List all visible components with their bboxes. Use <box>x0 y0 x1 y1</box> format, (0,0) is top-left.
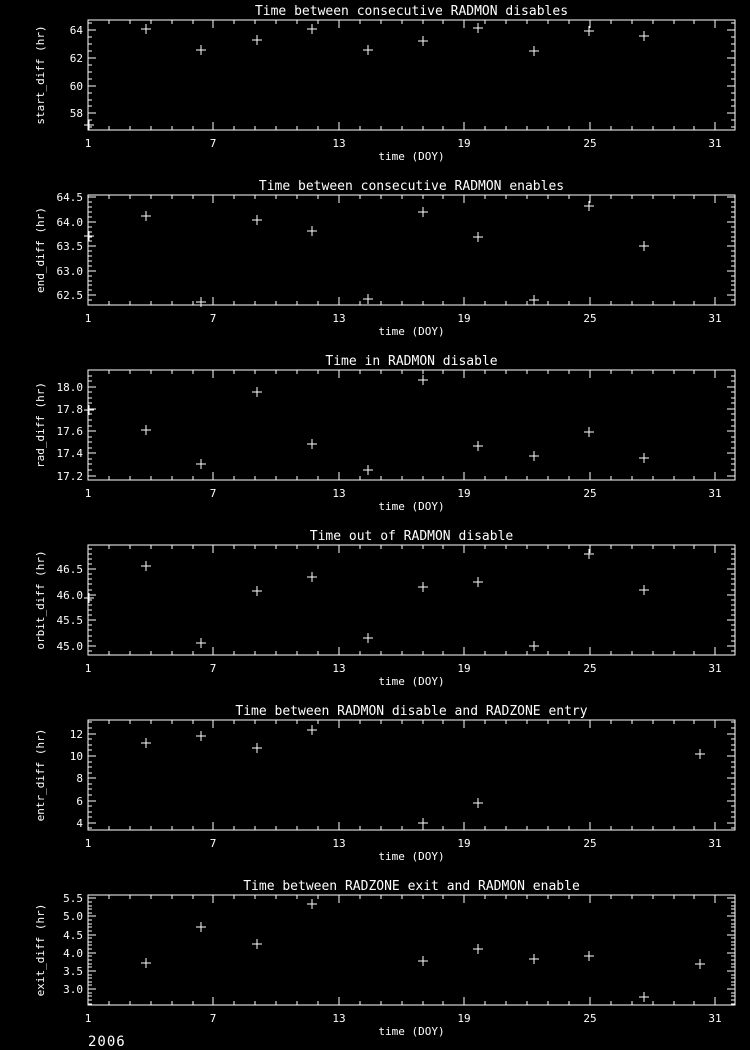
data-point-marker <box>418 375 428 385</box>
plot-canvas-1 <box>0 0 750 175</box>
x-tick-label: 13 <box>332 487 346 500</box>
data-point-marker <box>363 45 373 55</box>
data-point-marker <box>84 405 94 415</box>
x-axis-label: time (DOY) <box>378 675 445 688</box>
y-tick-label: 4 <box>76 817 83 830</box>
plot-panel-3 <box>0 350 750 525</box>
y-tick-label: 17.2 <box>56 470 83 483</box>
y-tick-label: 8 <box>76 772 83 785</box>
y-tick-label: 46.5 <box>56 563 83 576</box>
data-point-marker <box>639 453 649 463</box>
data-point-marker <box>529 451 539 461</box>
data-point-marker <box>473 23 483 33</box>
data-point-marker <box>363 633 373 643</box>
x-tick-label: 7 <box>209 837 217 850</box>
plot-frame <box>88 720 735 830</box>
x-tick-label: 25 <box>583 312 597 325</box>
x-tick-label: 25 <box>583 487 597 500</box>
data-point-marker <box>196 459 206 469</box>
data-point-marker <box>639 241 649 251</box>
data-point-marker <box>418 818 428 828</box>
x-tick-label: 13 <box>332 137 346 150</box>
data-point-marker <box>307 226 317 236</box>
x-axis-label: time (DOY) <box>378 850 445 863</box>
data-point-marker <box>84 120 94 130</box>
year-label: 2006 <box>88 1034 126 1050</box>
x-tick-label: 25 <box>583 662 597 675</box>
x-tick-label: 1 <box>84 487 92 500</box>
x-tick-label: 25 <box>583 1012 597 1025</box>
data-point-marker <box>196 45 206 55</box>
data-point-marker <box>473 232 483 242</box>
x-tick-label: 19 <box>457 487 471 500</box>
data-point-marker <box>473 577 483 587</box>
data-point-marker <box>584 951 594 961</box>
x-tick-label: 19 <box>457 137 471 150</box>
y-tick-label: 12 <box>69 728 83 741</box>
y-tick-label: 46.0 <box>56 589 83 602</box>
data-point-marker <box>584 549 594 559</box>
x-tick-label: 31 <box>708 662 722 675</box>
data-point-marker <box>141 425 151 435</box>
data-point-marker <box>141 561 151 571</box>
data-point-marker <box>639 31 649 41</box>
y-tick-label: 63.0 <box>56 265 83 278</box>
y-tick-label: 5.5 <box>63 892 83 905</box>
data-point-marker <box>639 585 649 595</box>
plot-canvas-3 <box>0 350 750 525</box>
data-point-marker <box>141 24 151 34</box>
x-tick-label: 31 <box>708 312 722 325</box>
data-point-marker <box>584 427 594 437</box>
x-tick-label: 13 <box>332 662 346 675</box>
x-tick-label: 19 <box>457 837 471 850</box>
data-point-marker <box>363 294 373 304</box>
data-point-marker <box>363 465 373 475</box>
y-tick-label: 4.5 <box>63 929 83 942</box>
plot-panel-5 <box>0 700 750 875</box>
plot-panel-1 <box>0 0 750 175</box>
x-tick-label: 1 <box>84 137 92 150</box>
data-point-marker <box>529 641 539 651</box>
data-point-marker <box>418 207 428 217</box>
plot-frame <box>88 20 735 130</box>
data-point-marker <box>473 798 483 808</box>
data-point-marker <box>141 958 151 968</box>
y-tick-label: 64.0 <box>56 216 83 229</box>
x-tick-label: 13 <box>332 1012 346 1025</box>
y-tick-label: 5.0 <box>63 910 83 923</box>
data-point-marker <box>418 956 428 966</box>
x-tick-label: 31 <box>708 137 722 150</box>
y-tick-label: 62 <box>69 52 83 65</box>
plot-canvas-5 <box>0 700 750 875</box>
plot-canvas-4 <box>0 525 750 700</box>
y-axis-label: exit_diff (hr) <box>34 903 47 997</box>
data-point-marker <box>252 939 262 949</box>
plot-frame <box>88 370 735 480</box>
x-axis-label: time (DOY) <box>378 1025 445 1038</box>
plot-title: Time between consecutive RADMON enables <box>258 179 565 194</box>
data-point-marker <box>473 944 483 954</box>
plot-canvas-2 <box>0 175 750 350</box>
y-tick-label: 45.5 <box>56 614 83 627</box>
data-point-marker <box>695 959 705 969</box>
plot-title: Time between RADMON disable and RADZONE entry <box>235 704 588 719</box>
x-tick-label: 1 <box>84 1012 92 1025</box>
y-tick-label: 10 <box>69 750 83 763</box>
y-tick-label: 58 <box>69 107 83 120</box>
y-tick-label: 60 <box>69 80 83 93</box>
plot-canvas-6 <box>0 875 750 1050</box>
y-tick-label: 17.4 <box>56 447 83 460</box>
data-point-marker <box>307 725 317 735</box>
plot-frame <box>88 195 735 305</box>
x-tick-label: 1 <box>84 837 92 850</box>
data-point-marker <box>418 36 428 46</box>
plot-title: Time in RADMON disable <box>325 354 498 369</box>
data-point-marker <box>307 24 317 34</box>
y-axis-label: rad_diff (hr) <box>34 381 47 469</box>
plot-frame <box>88 895 735 1005</box>
x-tick-label: 19 <box>457 1012 471 1025</box>
x-tick-label: 25 <box>583 837 597 850</box>
x-tick-label: 31 <box>708 837 722 850</box>
plot-title: Time between consecutive RADMON disables <box>254 4 569 19</box>
y-tick-label: 4.0 <box>63 947 83 960</box>
y-tick-label: 63.5 <box>56 240 83 253</box>
plot-panel-6 <box>0 875 750 1050</box>
x-tick-label: 19 <box>457 662 471 675</box>
plot-frame <box>88 545 735 655</box>
data-point-marker <box>584 201 594 211</box>
x-axis-label: time (DOY) <box>378 325 445 338</box>
data-point-marker <box>529 954 539 964</box>
y-tick-label: 64 <box>69 24 83 37</box>
x-tick-label: 31 <box>708 487 722 500</box>
plot-panel-2 <box>0 175 750 350</box>
y-tick-label: 62.5 <box>56 289 83 302</box>
x-axis-label: time (DOY) <box>378 150 445 163</box>
x-tick-label: 7 <box>209 137 217 150</box>
y-tick-label: 18.0 <box>56 381 83 394</box>
data-point-marker <box>196 731 206 741</box>
data-point-marker <box>252 586 262 596</box>
x-tick-label: 25 <box>583 137 597 150</box>
data-point-marker <box>639 992 649 1002</box>
data-point-marker <box>307 439 317 449</box>
x-tick-label: 31 <box>708 1012 722 1025</box>
data-point-marker <box>252 35 262 45</box>
data-point-marker <box>584 26 594 36</box>
data-point-marker <box>196 638 206 648</box>
y-axis-label: entr_diff (hr) <box>34 728 47 822</box>
x-tick-label: 19 <box>457 312 471 325</box>
data-point-marker <box>307 899 317 909</box>
x-tick-label: 7 <box>209 487 217 500</box>
data-point-marker <box>473 441 483 451</box>
data-point-marker <box>84 231 94 241</box>
y-tick-label: 64.5 <box>56 191 83 204</box>
y-tick-label: 3.0 <box>63 983 83 996</box>
x-tick-label: 1 <box>84 662 92 675</box>
y-axis-label: start_diff (hr) <box>34 25 47 125</box>
x-tick-label: 7 <box>209 662 217 675</box>
y-tick-label: 17.6 <box>56 425 83 438</box>
plot-title: Time between RADZONE exit and RADMON enable <box>243 879 580 894</box>
data-point-marker <box>196 922 206 932</box>
data-point-marker <box>529 295 539 305</box>
data-point-marker <box>252 215 262 225</box>
plot-title: Time out of RADMON disable <box>309 529 514 544</box>
y-tick-label: 3.5 <box>63 965 83 978</box>
y-tick-label: 17.8 <box>56 403 83 416</box>
x-tick-label: 7 <box>209 1012 217 1025</box>
data-point-marker <box>695 749 705 759</box>
y-axis-label: end_diff (hr) <box>34 206 47 294</box>
y-tick-label: 6 <box>76 795 83 808</box>
x-tick-label: 7 <box>209 312 217 325</box>
x-tick-label: 13 <box>332 837 346 850</box>
data-point-marker <box>141 738 151 748</box>
data-point-marker <box>529 46 539 56</box>
data-point-marker <box>141 211 151 221</box>
data-point-marker <box>307 572 317 582</box>
x-tick-label: 1 <box>84 312 92 325</box>
data-point-marker <box>418 582 428 592</box>
data-point-marker <box>252 387 262 397</box>
data-point-marker <box>252 743 262 753</box>
plot-panel-4 <box>0 525 750 700</box>
x-axis-label: time (DOY) <box>378 500 445 513</box>
y-axis-label: orbit_diff (hr) <box>34 550 47 650</box>
y-tick-label: 45.0 <box>56 640 83 653</box>
x-tick-label: 13 <box>332 312 346 325</box>
